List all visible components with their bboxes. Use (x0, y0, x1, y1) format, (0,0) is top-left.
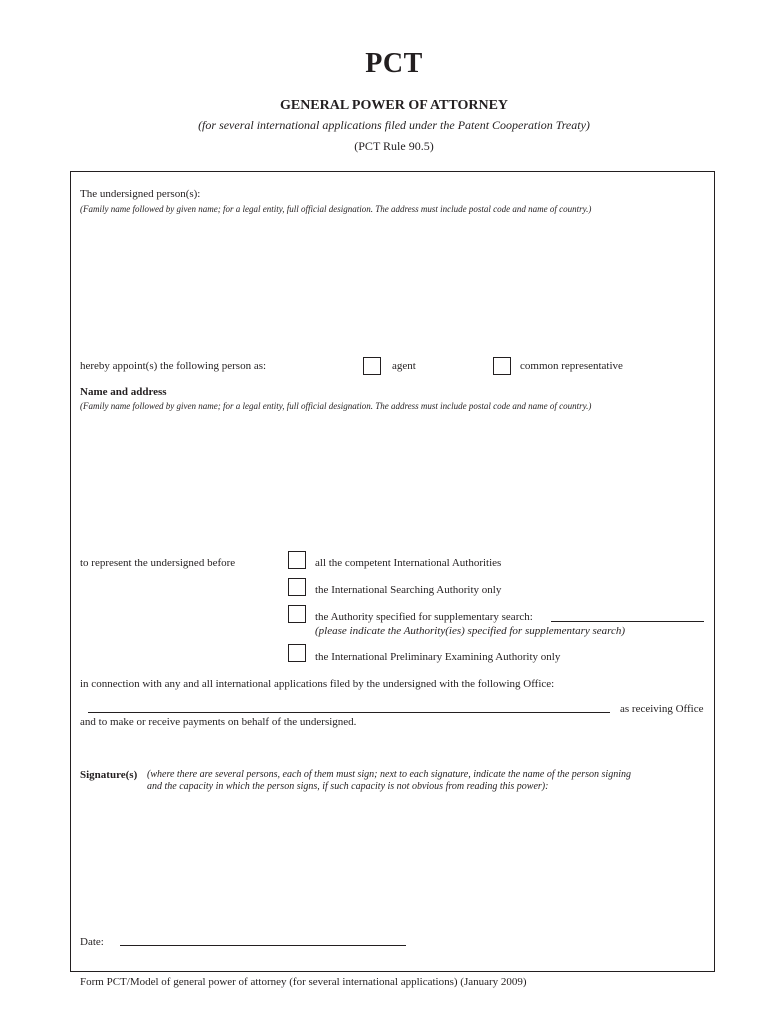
undersigned-input-area[interactable] (80, 220, 705, 350)
preliminary-examining-label: the International Preliminary Examining Authority only (315, 651, 561, 663)
searching-authority-label: the International Searching Authority only (315, 584, 502, 596)
page-title: GENERAL POWER OF ATTORNEY (279, 98, 509, 113)
form-code: PCT (365, 48, 423, 79)
signature-note (147, 769, 631, 793)
page-subtitle: (for several international applications filed under the Patent Cooperation Treaty) (198, 118, 590, 132)
preliminary-examining-checkbox[interactable] (288, 644, 306, 662)
name-address-input-area[interactable] (80, 418, 705, 548)
supplementary-search-line[interactable] (551, 621, 704, 622)
all-authorities-checkbox[interactable] (288, 551, 306, 569)
all-authorities-label: all the competent International Authorities (315, 557, 502, 569)
date-label: Date: (80, 936, 104, 948)
represent-label: to represent the undersigned before (80, 557, 236, 569)
receiving-office-line[interactable] (88, 712, 610, 713)
receiving-office-label: as receiving Office (620, 703, 704, 715)
name-address-label: Name and address (80, 386, 167, 398)
agent-checkbox[interactable] (363, 357, 381, 375)
undersigned-label: The undersigned person(s): (80, 188, 201, 200)
form-footer: Form PCT/Model of general power of attorney (for several international applications) (January 2009) (80, 976, 527, 988)
signature-area[interactable] (80, 800, 705, 925)
connection-text: in connection with any and all international applications filed by the undersigned with the following Office: (80, 678, 555, 690)
undersigned-note: (Family name followed by given name; for a legal entity, full official designation. The address must include postal code and name of country.) (80, 204, 592, 214)
supplementary-search-note: (please indicate the Authority(ies) specified for supplementary search) (315, 625, 626, 637)
appoint-label: hereby appoint(s) the following person as: (80, 360, 267, 372)
name-address-note: (Family name followed by given name; for a legal entity, full official designation. The address must include postal code and name of country.) (80, 401, 592, 411)
common-representative-checkbox[interactable] (493, 357, 511, 375)
supplementary-search-label: the Authority specified for supplementary search: (315, 611, 533, 623)
signature-note-line-1: (where there are several persons, each of them must sign; next to each signature, indicate the name of the person signing (147, 769, 631, 780)
signature-note-line-2: and the capacity in which the person signs, if such capacity is not obvious from reading this power): (147, 781, 549, 792)
searching-authority-checkbox[interactable] (288, 578, 306, 596)
common-representative-label: common representative (520, 360, 623, 372)
supplementary-search-checkbox[interactable] (288, 605, 306, 623)
rule-reference: (PCT Rule 90.5) (354, 139, 434, 153)
agent-label: agent (392, 360, 416, 372)
date-line[interactable] (120, 945, 406, 946)
signature-label: Signature(s) (80, 769, 138, 781)
payments-text: and to make or receive payments on behalf of the undersigned. (80, 716, 357, 728)
